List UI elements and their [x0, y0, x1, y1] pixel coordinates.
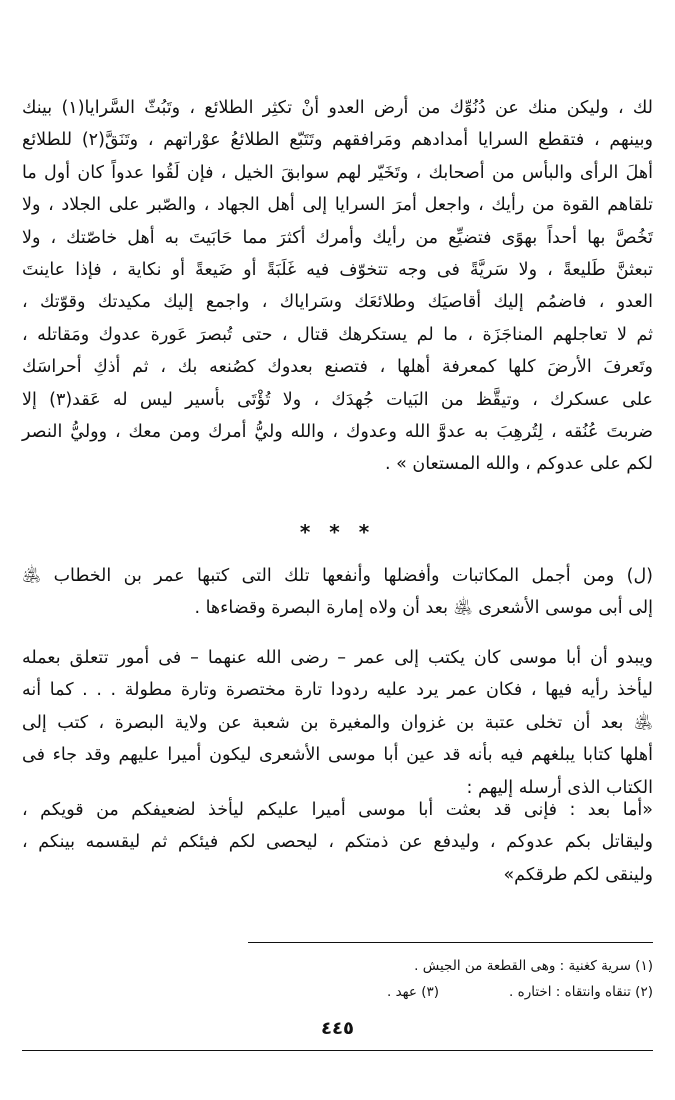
footnote-2: (٢) تنقاه وانتقاه : اختاره .: [509, 984, 653, 1000]
text-line: لك ، وليكن منك عن دُنُوِّك من أرض العدو أنْ تكثِر الطلائع ، وتَبُثّ السَّرايا(١) بينك: [22, 98, 653, 118]
text-line: تَخُصَّ بها أحداً بهوًى فتضيِّع من رأيك وأمرك أكثرَ مما حَابَيتَ به أهل خاصّتك ، ولا: [22, 227, 653, 248]
text-line: (ل) ومن أجمل المكاتبات وأفضلها وأنفعها تلك التى كتبها عمر بن الخطاب ﵁: [22, 566, 653, 586]
text-line: ثم لا تعاجلهم المناجَزَة ، ما لم يستكرهك قتال ، حتى تُبصرَ عَورة عدوك ومَقاتله ،: [22, 324, 653, 345]
section-separator: * * *: [299, 520, 376, 544]
text-line: على عسكرك ، وتيقَّظ من البَيات جُهدَك ، ولا تُؤْتَى بأسير ليس له عَقد(٣) إلا: [22, 389, 653, 410]
paragraph-4-quote: [22, 794, 653, 891]
footnote-divider: [248, 942, 653, 943]
footnote-1: (١) سرية كغنية : وهى القطعة من الجيش .: [414, 958, 653, 974]
paragraph-2: [22, 560, 653, 625]
text-line: ضربتَ عُنُقه ، لِتُرهِبَ به عدوَّ الله وعدوك ، والله وليُّ أمرك ومن معك ، ووليُّ النصر: [22, 422, 653, 443]
text-line: أهلَ الرأى والبأس من أصحابك ، وتَخَيّر لهم سوابقَ الخيل ، فإن لَقُوا عدواً كان أول ما: [22, 162, 653, 183]
footnotes: [200, 953, 653, 1005]
paragraph-3: [22, 642, 653, 804]
bottom-divider: [22, 1050, 653, 1051]
page-number: ٤٤٥: [321, 1018, 354, 1039]
text-line: وليقاتل بكم عدوكم ، وليدفع عن ذمتكم ، ليحصى لكم فيئكم ثم ليقسمه بينكم ،: [22, 832, 653, 853]
text-line: العدو ، فاضمُم إليك أقاصيَك وطلائعَك وسَراياك ، واجمع إليك مكيدتك وقوّتك ،: [22, 292, 653, 313]
text-line: أهلها كتابا يبلغهم فيه بأنه قد عين أبا موسى الأشعرى ليكون أميرا عليهم وقد جاء فى: [22, 745, 653, 766]
text-line: لكم على عدوكم ، والله المستعان » .: [384, 454, 653, 475]
text-line: «أما بعد : فإنى قد بعثت أبا موسى أميرا عليكم ليأخذ لضعيفكم من قويكم ،: [22, 800, 653, 820]
text-line: ﵁ بعد أن تخلى عتبة بن غزوان والمغيرة بن شعبة عن ولاية البصرة ، كتب إلى: [22, 712, 653, 733]
text-line: الكتاب الذى أرسله إليهم :: [466, 777, 653, 798]
footnote-3: (٣) عهد .: [386, 984, 440, 1000]
paragraph-1: [22, 92, 653, 481]
text-line: تبعثنَّ طَليعةً ، ولا سَريَّةً فى وجه تتخوّف فيه غَلَبَةً أو ضَيعةً أو نكاية ، فإذا عاينتَ: [22, 260, 653, 281]
text-line: ويبدو أن أبا موسى كان يكتب إلى عمر – رضى الله عنهما – فى أمور تتعلق بعمله: [22, 648, 653, 668]
footnote-row: [200, 979, 653, 1005]
text-line: وتَعرفَ الأرضَ كلها كمعرفة أهلها ، فتصنع بعدوك كصُنعه بك ، ثم أذكِ أحراسَك: [22, 357, 653, 378]
text-line: ولينقى لكم طرقكم»: [503, 864, 653, 885]
text-line: وبينهم ، فتقطع السرايا أمدادهم ومَرافقهم وتَتَبّع الطلائعُ عوْراتهم ، وتَنَقَّ(٢) للطلائع: [22, 130, 653, 151]
text-line: إلى أبى موسى الأشعرى ﵁ بعد أن ولاه إمارة البصرة وقضاءها .: [194, 598, 653, 619]
text-line: ليأخذ رأيه فيها ، فكان عمر يرد عليه ردودا تارة مختصرة وتارة مطولة . . . كما أنه: [22, 680, 653, 701]
text-line: تلقاهم القوة من رأيك ، واجعل أمرَ السرايا إلى أهل الجهاد ، والصّبر على الجلاد ، ولا: [22, 195, 653, 216]
